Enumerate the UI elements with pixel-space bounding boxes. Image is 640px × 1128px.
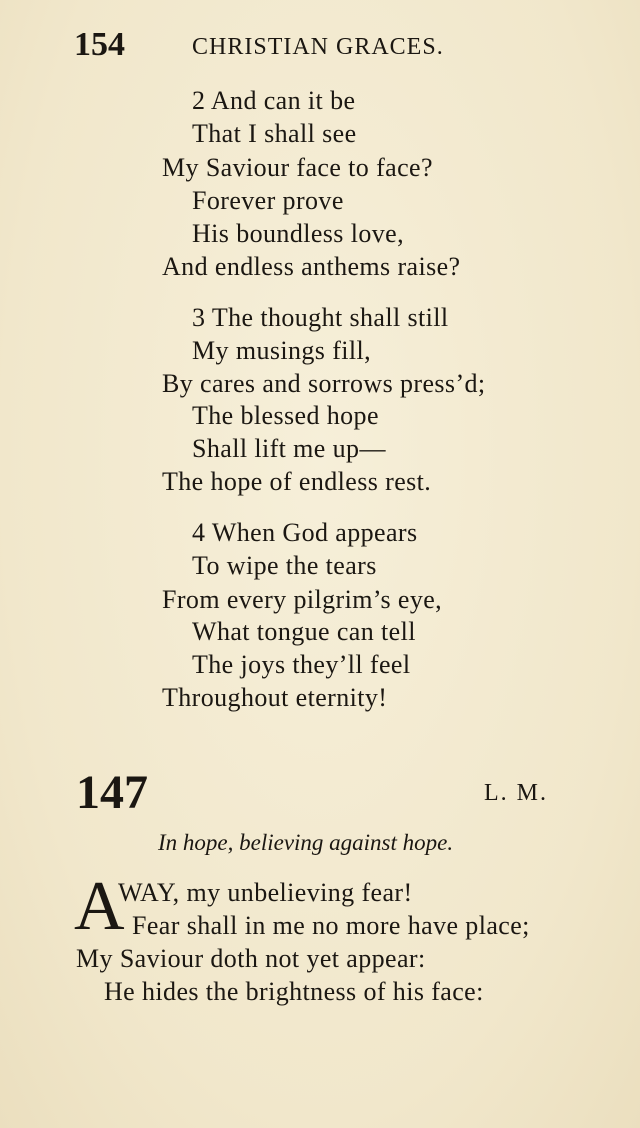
verse-line: Shall lift me up— <box>192 434 386 463</box>
running-title: CHRISTIAN GRACES. <box>192 34 444 60</box>
verse-line: Fear shall in me no more have place; <box>132 911 530 940</box>
verse-line: 2 And can it be <box>192 86 356 115</box>
verse-line: By cares and sorrows press’d; <box>162 369 486 398</box>
verse-line: Throughout eternity! <box>162 683 388 712</box>
verse-line: What tongue can tell <box>192 617 416 646</box>
page-number: 154 <box>74 26 125 63</box>
verse-line: His boundless love, <box>192 219 404 248</box>
hymn-meter: L. M. <box>484 780 548 806</box>
verse-line: The blessed hope <box>192 401 379 430</box>
drop-cap: A <box>74 868 125 945</box>
verse-line: WAY, my unbelieving fear! <box>118 878 413 907</box>
verse-line: That I shall see <box>192 119 357 148</box>
verse-line: 3 The thought shall still <box>192 303 449 332</box>
verse-line: From every pilgrim’s eye, <box>162 585 443 614</box>
verse-line: He hides the brightness of his face: <box>104 977 484 1006</box>
hymn-number: 147 <box>76 766 148 819</box>
verse-line: The joys they’ll feel <box>192 650 411 679</box>
verse-line: To wipe the tears <box>192 551 377 580</box>
verse-line: My Saviour face to face? <box>162 153 433 182</box>
page-header <box>74 26 600 66</box>
verse-line: And endless anthems raise? <box>162 252 461 281</box>
verse-line: 4 When God appears <box>192 518 418 547</box>
verse-line: The hope of endless rest. <box>162 467 432 496</box>
verse-line: My musings fill, <box>192 336 372 365</box>
hymn-subtitle: In hope, believing against hope. <box>158 830 454 855</box>
verse-line: Forever prove <box>192 186 344 215</box>
verse-line: My Saviour doth not yet appear: <box>76 944 426 973</box>
